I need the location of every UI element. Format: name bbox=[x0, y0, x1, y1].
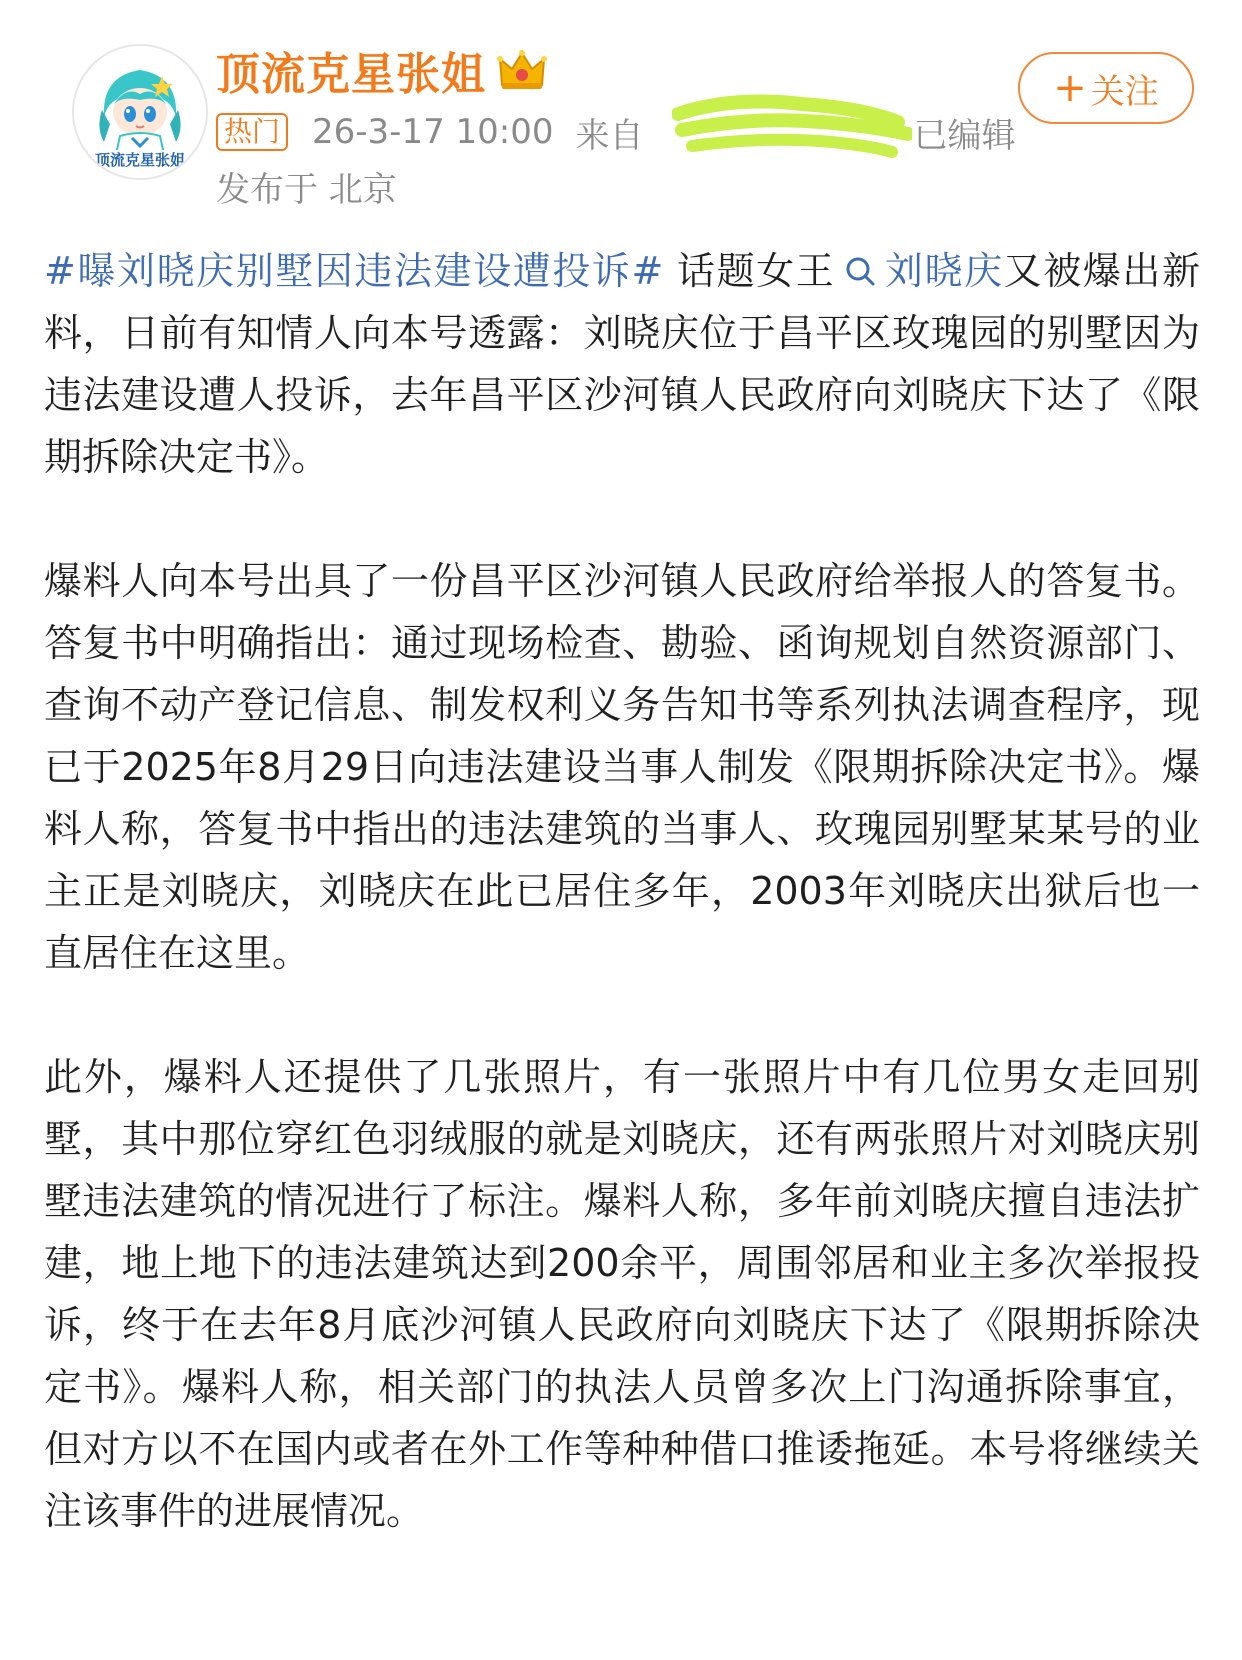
crown-icon bbox=[496, 47, 548, 93]
search-icon bbox=[843, 254, 877, 288]
post-location: 发布于 北京 bbox=[216, 170, 397, 210]
post-paragraph: 爆料人向本号出具了一份昌平区沙河镇人民政府给举报人的答复书。答复书中明确指出：通过现场检查、勘验、函询规划自然资源部门、查询不动产登记信息、制发权利义务告知书等系列执法调查程序，现已于2025年8月29日向违法建设当事人制发《限期拆除决定书》。爆料人称，答复书中指出的违法建筑的当事人、玫瑰园别墅某某号的业主正是刘晓庆，刘晓庆在此已居住多年，2003年刘晓庆出狱后也一直居住在这里。 bbox=[44, 559, 1200, 975]
follow-label: 关注 bbox=[1090, 71, 1159, 112]
post-paragraph: 此外，爆料人还提供了几张照片，有一张照片中有几位男女走回别墅，其中那位穿红色羽绒服的就是刘晓庆，还有两张照片对刘晓庆别墅违法建筑的情况进行了标注。爆料人称，多年前刘晓庆擅自违法扩建，地上地下的违法建筑达到200余平，周围邻居和业主多次举报投诉，终于在去年8月底沙河镇人民政府向刘晓庆下达了《限期拆除决定书》。爆料人称，相关部门的执法人员曾多次上门沟通拆除事宜，但对方以不在国内或者在外工作等种种借口推诿拖延。本号将继续关注该事件的进展情况。 bbox=[44, 1055, 1200, 1533]
avatar-caption: 顶流克星张姐 bbox=[94, 151, 185, 169]
hashtag-link[interactable]: #曝刘晓庆别墅因违法建设遭投诉# bbox=[44, 249, 664, 293]
follow-button[interactable] bbox=[1018, 52, 1194, 124]
username[interactable]: 顶流克星张姐 bbox=[216, 49, 486, 100]
para1-lead: 话题女王 bbox=[663, 249, 836, 293]
mention-link[interactable]: 刘晓庆 bbox=[883, 249, 1004, 293]
redaction-scribble bbox=[672, 92, 912, 164]
avatar[interactable] bbox=[72, 44, 208, 180]
post-timestamp: 26-3-17 10:00 bbox=[312, 112, 554, 152]
hot-badge: 热门 bbox=[216, 113, 288, 151]
edited-label: 已编辑 bbox=[913, 115, 1016, 156]
source-prefix: 来自 bbox=[575, 115, 644, 156]
post-paragraph bbox=[44, 240, 1200, 488]
para1-body: 又被爆出新料，日前有知情人向本号透露：刘晓庆位于昌平区玫瑰园的别墅因为违法建设遭人投诉，去年昌平区沙河镇人民政府向刘晓庆下达了《限期拆除决定书》。 bbox=[44, 249, 1200, 479]
post-meta bbox=[216, 108, 1016, 156]
post-body bbox=[44, 240, 1200, 1604]
post-header bbox=[0, 0, 1242, 230]
post-source bbox=[576, 108, 1016, 157]
plus-icon: + bbox=[1053, 65, 1087, 111]
username-row bbox=[216, 40, 548, 100]
